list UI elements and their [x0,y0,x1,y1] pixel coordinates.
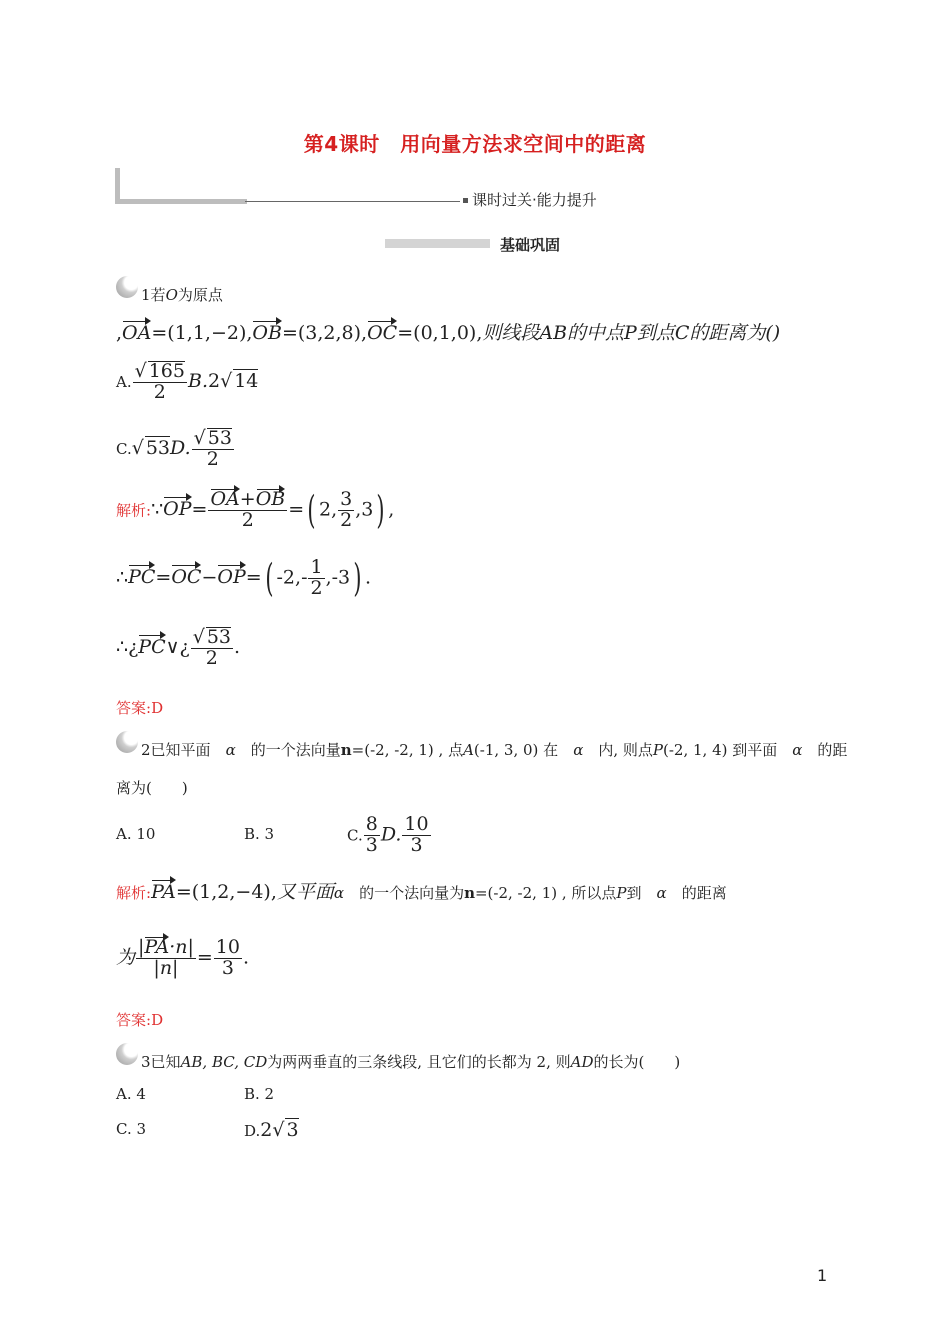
q3-ad: AD [570,1053,594,1071]
q2-stem-line2: 离为( ) [116,779,188,797]
q1-because: ∵ [151,498,164,521]
section-divider-line [245,201,460,202]
q1-s1-b-num: 3 [340,488,353,510]
q3-opt-c: C. 3 [116,1120,147,1138]
page-number: 1 [817,1266,828,1285]
q1-ob-value: =(3,2,8), [281,322,368,344]
q1-opt-a-den: 2 [153,380,166,403]
q2-point-p: P [652,741,663,759]
q1-answer [116,697,163,718]
q2-alpha: α [333,884,345,902]
q1-s1-a: 2, [318,498,338,521]
q2-s1-text: 又平面 [276,881,334,903]
q1-opt-c-label: C. [116,439,132,458]
question-marker-icon [116,731,138,753]
q1-oc-value: =(0,1,0), [397,322,483,344]
q1-oa-value: =(1,1,−2), [151,322,253,344]
q1-s3-mid: ∨¿ [165,635,190,658]
q1-opt-b-radicand: 14 [234,369,259,392]
q1-s1-vec-op: OP [163,498,192,521]
q1-options-ab: A. $\frac{√ 165}{2}$ B.2√ 14 [116,360,259,403]
q2-s1-text4: 到 [626,884,642,902]
q3-opt-a: A. 4 [116,1085,146,1103]
q1-s1-eq: = [191,498,208,521]
q1-opt-a-label: A. [116,372,132,391]
q2-alpha: α [792,741,803,759]
q2-answer [116,1009,163,1030]
q2-answer-label: 答案: [116,1011,152,1029]
q3-opt-b: B. 2 [244,1085,275,1103]
q3-opt-d: D.2√ 3 [244,1119,299,1141]
q2-s2-val-num: 10 [215,936,240,958]
q2-text-g: 的距 [817,741,848,759]
q1-solution-line1 [116,490,394,531]
q1-s1-close: ) [376,488,385,533]
q1-vec-oc: OC [367,322,398,344]
q2-text-b: 的一个法向量 [250,741,341,759]
q1-opt-c-radicand: 53 [145,436,171,459]
q2-solution-line1 [116,877,727,904]
q2-opt-d-den: 3 [410,833,423,856]
q2-n: n [464,884,475,902]
q1-s2-c: ,-3 [325,566,351,589]
q1-question: 则线段AB的中点P到点C的距离为() [482,322,781,344]
q3-opt-d-label: D. [244,1122,261,1140]
q2-point-a: A [463,741,474,759]
q1-s1-open: ( [307,488,316,533]
q1-s2-eq: = [155,566,172,589]
q1-solution-line2 [116,558,371,599]
q3-text-a: 已知 [150,1053,181,1071]
q3-text-b: 为两两垂直的三条线段, 且它们的长都为 2, 则 [267,1053,571,1071]
q2-text-a: 已知平面 [150,741,211,759]
q1-stem [141,284,223,305]
q2-alpha: α [656,884,667,902]
q3-number: 3 [141,1053,151,1071]
q2-text-c: =(-2, -2, 1) , 点 [351,741,464,759]
q1-s1-num-oa: OA [210,488,240,510]
q2-opt-d-label: D. [380,823,402,846]
q2-n: n [340,741,352,759]
q1-vec-ob: OB [252,322,282,344]
q1-s2-eq2: = [245,566,262,589]
q2-opt-d-num: 10 [404,813,429,835]
q2-alpha: α [573,741,584,759]
q1-s1-num-ob: OB [255,488,286,510]
page-title: 第4课时 用向量方法求空间中的距离 [303,132,647,156]
q3-stem [141,1051,680,1072]
q1-s3-vec: PC [138,635,166,658]
q1-opt-d-den: 2 [206,447,219,470]
q1-s2-vec-pc: PC [128,566,156,589]
q2-s1-vec: PA [151,881,176,903]
q2-s2-tail: . [242,946,250,969]
q2-options-cd [347,815,432,856]
q2-opt-b: B. 3 [244,825,275,843]
q1-s3-den: 2 [205,646,218,669]
q1-s2-vec-oc: OC [171,566,202,589]
q2-s2-num-rest: ·n| [169,936,194,958]
q1-opt-b-coef: 2 [208,369,221,392]
q2-text-d: (-1, 3, 0) 在 [473,741,559,759]
q1-vec-oa: OA [122,322,152,344]
q1-s1-tail: , [388,498,395,521]
q1-s2-close: ) [353,556,362,601]
q2-s2-val-den: 3 [221,956,234,979]
section-bracket-horizontal [115,199,247,204]
q1-s2-minus: − [201,566,218,589]
q2-stem-line1 [141,739,847,760]
q2-jiexi-label: 解析: [116,884,152,902]
q2-opt-c-num: 8 [365,813,378,835]
subsection-bar [385,239,490,248]
q1-answer-value: D [151,699,164,717]
q2-s1-text5: 的距离 [681,884,727,902]
q2-solution-line2 [116,938,249,979]
q1-s2-tail: . [364,566,372,589]
q1-s2-b-den: 2 [310,576,323,599]
q2-opt-c-label: C. [347,826,363,845]
q2-opt-a: A. 10 [116,825,156,843]
q1-opt-b-label: B. [187,369,208,392]
q1-comma: , [116,322,123,344]
q2-s1-val: =(1,2,−4), [175,881,277,903]
q2-s2-den: |n| [153,956,179,979]
q1-s1-den: 2 [241,508,254,531]
q3-opt-d-coef: 2 [260,1119,273,1141]
q2-alpha: α [225,741,236,759]
section-tag: 课时过关·能力提升 [472,191,597,209]
q1-s3-pre: ∴¿ [116,635,139,658]
subsection-title: 基础巩固 [500,236,561,254]
question-marker-icon [116,276,138,298]
q3-segments: AB, BC, CD [180,1053,268,1071]
q1-s2-b-num: 1 [310,556,323,578]
q1-s1-b-den: 2 [340,508,353,531]
q1-stem-b: 为原点 [177,286,223,304]
q2-text-f: (-2, 1, 4) 到平面 [662,741,778,759]
q1-jiexi-label: 解析: [116,501,152,520]
q1-options-cd: C.√ 53D. $\frac{√ 53}{2}$ [116,427,232,470]
q2-s2-bar: | [138,936,145,958]
q1-s3-tail: . [234,635,241,658]
q1-answer-label: 答案: [116,699,152,717]
q2-number: 2 [141,741,151,759]
q1-opt-a-radicand: 165 [148,360,185,382]
q1-stem-a: 若 [150,286,166,304]
q1-opt-d-label: D. [170,436,191,459]
q2-s2-eq: = [196,946,213,969]
q1-number: 1 [141,286,151,304]
section-divider-dot [463,198,468,203]
q2-text-e: 内, 则点 [598,741,653,759]
q1-s2-a: -2,- [276,566,308,589]
q2-answer-value: D [151,1011,164,1029]
q1-origin: O [165,286,178,304]
q1-s2-vec-op: OP [217,566,246,589]
q1-s1-plus: + [239,488,256,510]
q1-s1-eq2: = [288,498,305,521]
q3-text-c: 的长为( ) [593,1053,681,1071]
q1-solution-line3: ∴¿PC∨¿ $\frac{√ 53}{2}$ . [116,626,241,669]
q2-opt-c-den: 3 [365,833,378,856]
q2-s1-text2: 的一个法向量为 [359,884,465,902]
q1-therefore: ∴ [116,566,129,589]
q2-s2-num-vec: PA [144,936,170,958]
q2-s2-pre: 为 [116,946,136,969]
q1-s1-c: ,3 [355,498,374,521]
q1-opt-d-radicand: 53 [207,427,232,449]
q1-condition [116,318,780,345]
q1-s3-radicand: 53 [206,626,231,648]
q3-opt-d-radicand: 3 [286,1119,299,1141]
question-marker-icon [116,1043,138,1065]
q2-point-p: P [616,884,627,902]
q2-s1-text3: =(-2, -2, 1) , 所以点 [474,884,617,902]
q1-s2-open: ( [265,556,274,601]
